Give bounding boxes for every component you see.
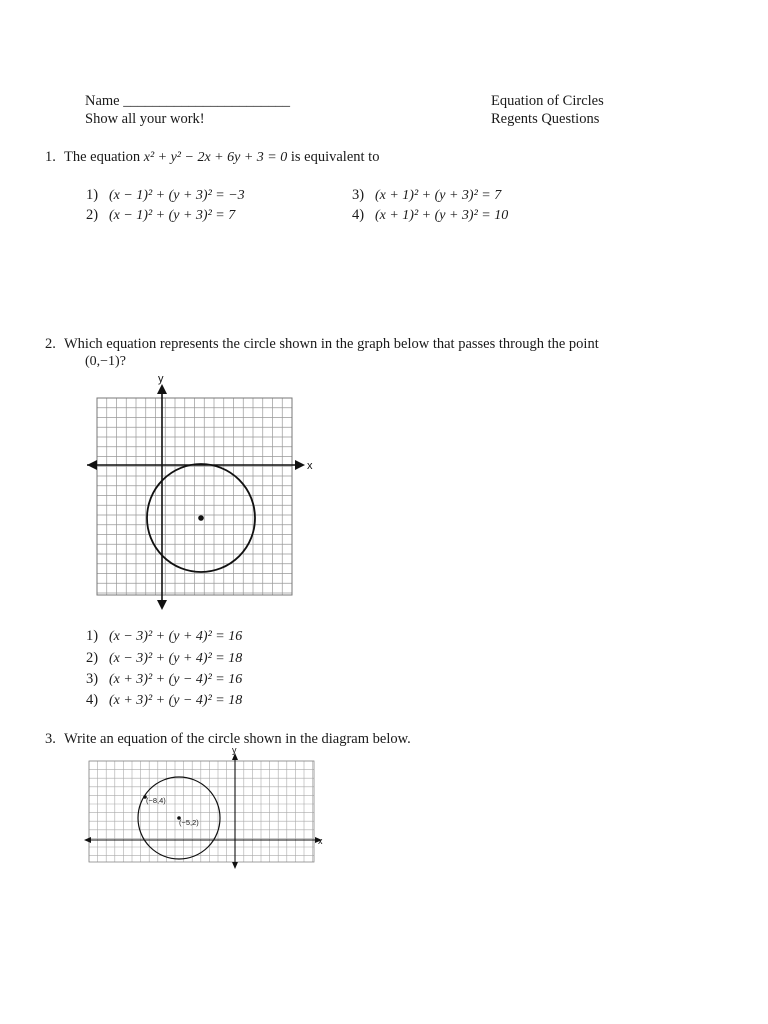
y-axis-label: y — [158, 373, 164, 385]
choice-number: 4) — [352, 207, 365, 223]
choice-1[interactable] — [86, 628, 242, 645]
choice-number: 1) — [86, 628, 99, 644]
choice-4[interactable] — [86, 692, 242, 709]
question-prompt: Write an equation of the circle shown in the diagram below. — [64, 731, 411, 747]
choice-equation: (x − 1)² + (y + 3)² = −3 — [108, 188, 245, 203]
choice-equation: (x − 3)² + (y + 4)² = 16 — [108, 629, 243, 644]
x-axis-label: x — [307, 460, 313, 472]
q2-graph — [85, 370, 315, 610]
question-number: 2. — [45, 336, 56, 352]
grid — [97, 398, 292, 595]
y-axis-arrow-down — [232, 862, 238, 869]
show-work-instruction: Show all your work! — [85, 111, 205, 127]
question-prompt: Which equation represents the circle shown in the graph below that passes through the point — [64, 336, 599, 352]
choice-number: 2) — [86, 207, 99, 223]
prompt-text: is equivalent to — [290, 149, 380, 165]
x-axis-arrow-right — [295, 460, 305, 470]
grid — [89, 761, 314, 862]
given-equation: x² + y² − 2x + 6y + 3 = 0 — [143, 150, 288, 165]
choice-equation: (x + 3)² + (y − 4)² = 18 — [108, 693, 243, 708]
choice-number: 3) — [86, 671, 99, 687]
question-prompt — [64, 149, 379, 166]
x-axis-arrow-left — [84, 837, 91, 843]
y-axis-arrow-down — [157, 600, 167, 610]
x-axis-arrow-left — [87, 460, 97, 470]
question-number: 3. — [45, 731, 56, 747]
choice-number: 2) — [86, 650, 99, 666]
choice-number: 4) — [86, 692, 99, 708]
choice-2[interactable] — [86, 650, 242, 667]
choice-3[interactable] — [86, 671, 242, 688]
choice-equation: (x + 1)² + (y + 3)² = 10 — [374, 208, 509, 223]
given-point: (0,−1)? — [85, 354, 126, 369]
y-axis-label: y — [232, 745, 237, 755]
center-point — [198, 515, 204, 521]
choice-3[interactable] — [352, 187, 501, 204]
center-label: (−5,2) — [179, 818, 199, 827]
choice-equation: (x + 1)² + (y + 3)² = 7 — [374, 188, 502, 203]
name-field-label: Name _______________________ — [85, 93, 290, 109]
choice-equation: (x + 3)² + (y − 4)² = 16 — [108, 672, 243, 687]
q3-graph — [84, 745, 329, 870]
prompt-text: The equation — [64, 149, 141, 165]
choice-4[interactable] — [352, 207, 508, 224]
worksheet-subtitle: Regents Questions — [491, 111, 600, 127]
choice-2[interactable] — [86, 207, 235, 224]
x-axis-label: x — [318, 836, 323, 846]
choice-number: 3) — [352, 187, 365, 203]
question-number: 1. — [45, 149, 56, 165]
choice-1[interactable] — [86, 187, 245, 204]
choice-equation: (x − 1)² + (y + 3)² = 7 — [108, 208, 236, 223]
choice-number: 1) — [86, 187, 99, 203]
point-label: (−8,4) — [146, 796, 166, 805]
y-axis-arrow-up — [157, 384, 167, 394]
worksheet-title: Equation of Circles — [491, 93, 604, 109]
choice-equation: (x − 3)² + (y + 4)² = 18 — [108, 651, 243, 666]
